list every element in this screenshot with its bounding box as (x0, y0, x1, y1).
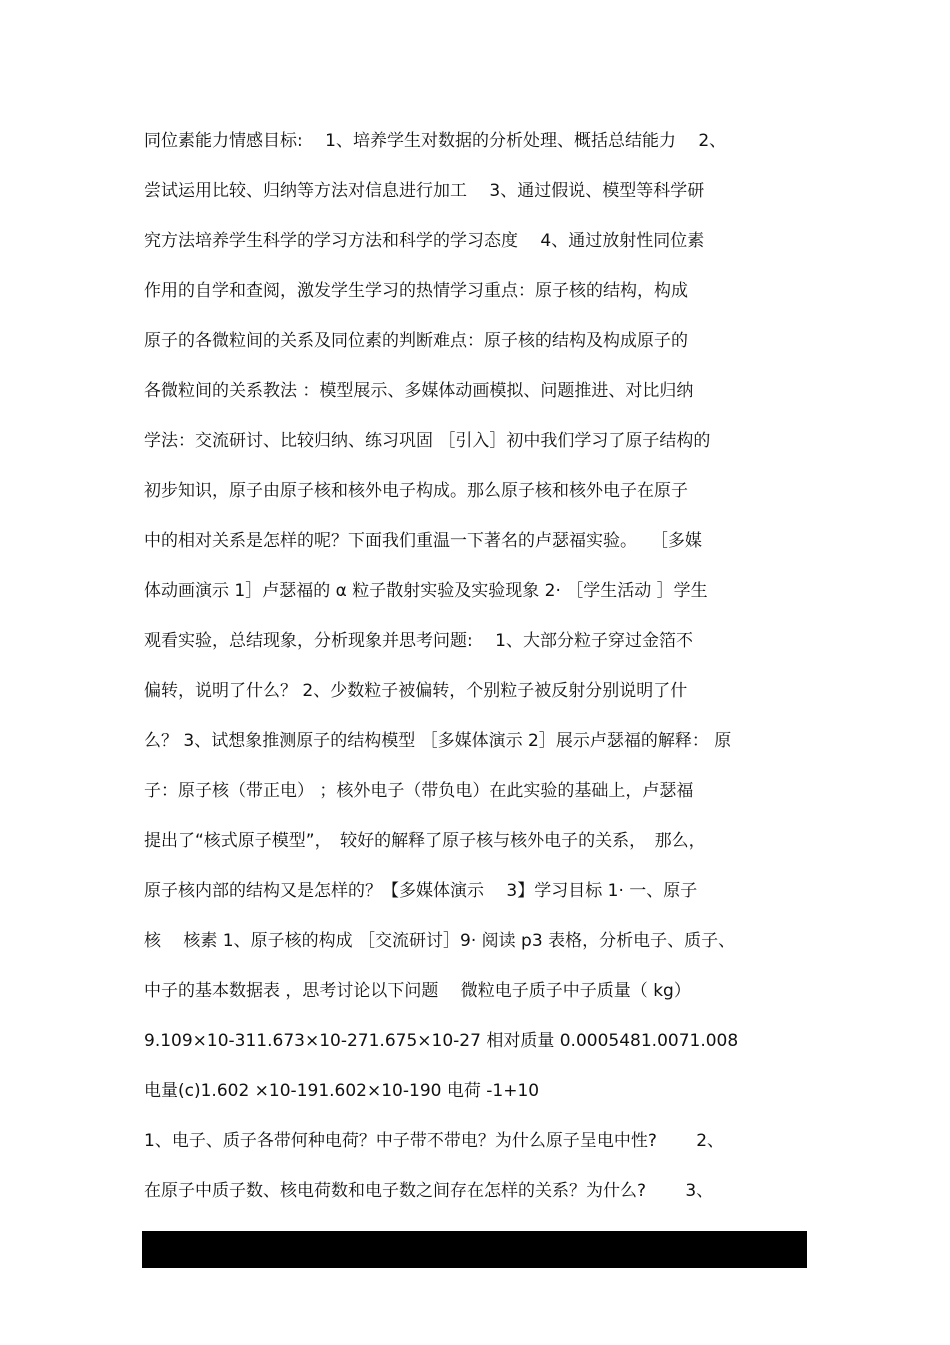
text-line: 子：原子核（带正电） ；核外电子（带负电）在此实验的基础上，卢瑟福 (144, 781, 694, 801)
text-line: 各微粒间的关系教法 ：模型展示、多媒体动画模拟、问题推进、对比归纳 (144, 381, 694, 401)
text-line: 观看实验，总结现象，分析现象并思考问题: 1、大部分粒子穿过金箔不 (144, 631, 693, 651)
redaction-bar (142, 1231, 807, 1268)
text-line: 电量(c)1.602 ×10-191.602×10-190 电荷 -1+10 (144, 1081, 540, 1101)
text-line: 偏转，说明了什么？ 2、少数粒子被偏转，个别粒子被反射分别说明了什 (144, 681, 688, 701)
text-line: 究方法培养学生科学的学习方法和科学的学习态度 4、通过放射性同位素 (144, 231, 705, 251)
text-line: 么？ 3、试想象推测原子的结构模型 ［多媒体演示 2］展示卢瑟福的解释： 原 (144, 731, 732, 751)
text-line: 在原子中质子数、核电荷数和电子数之间存在怎样的关系？为什么? 3、 (144, 1181, 714, 1201)
text-line: 作用的自学和查阅，激发学生学习的热情学习重点：原子核的结构，构成 (144, 281, 688, 301)
text-line: 原子核内部的结构又是怎样的？【多媒体演示 3】学习目标 1· 一、原子 (144, 881, 698, 901)
text-line: 同位素能力情感目标: 1、培养学生对数据的分析处理、概括总结能力 2、 (144, 131, 727, 151)
text-line: 核 核素 1、原子核的构成 ［交流研讨］9· 阅读 p3 表格，分析电子、质子、 (144, 931, 736, 951)
text-line: 原子的各微粒间的关系及同位素的判断难点：原子核的结构及构成原子的 (144, 331, 688, 351)
text-line: 中的相对关系是怎样的呢？下面我们重温一下著名的卢瑟福实验。 ［多媒 (144, 531, 702, 551)
text-line: 尝试运用比较、归纳等方法对信息进行加工 3、通过假说、模型等科学研 (144, 181, 705, 201)
text-line: 9.109×10-311.673×10-271.675×10-27 相对质量 0.0005481.0071.008 (144, 1031, 739, 1051)
text-line: 初步知识，原子由原子核和核外电子构成。那么原子核和核外电子在原子 (144, 481, 688, 501)
text-line: 中子的基本数据表 ，思考讨论以下问题 微粒电子质子中子质量（ kg） (144, 981, 691, 1001)
text-line: 1、电子、质子各带何种电荷？中子带不带电？为什么原子呈电中性? 2、 (144, 1131, 725, 1151)
text-line: 提出了“核式原子模型”， 较好的解释了原子核与核外电子的关系， 那么， (144, 831, 706, 851)
text-line: 体动画演示 1］卢瑟福的 α 粒子散射实验及实验现象 2· ［学生活动 ］学生 (144, 581, 708, 601)
text-line: 学法：交流研讨、比较归纳、练习巩固 ［引入］初中我们学习了原子结构的 (144, 431, 711, 451)
